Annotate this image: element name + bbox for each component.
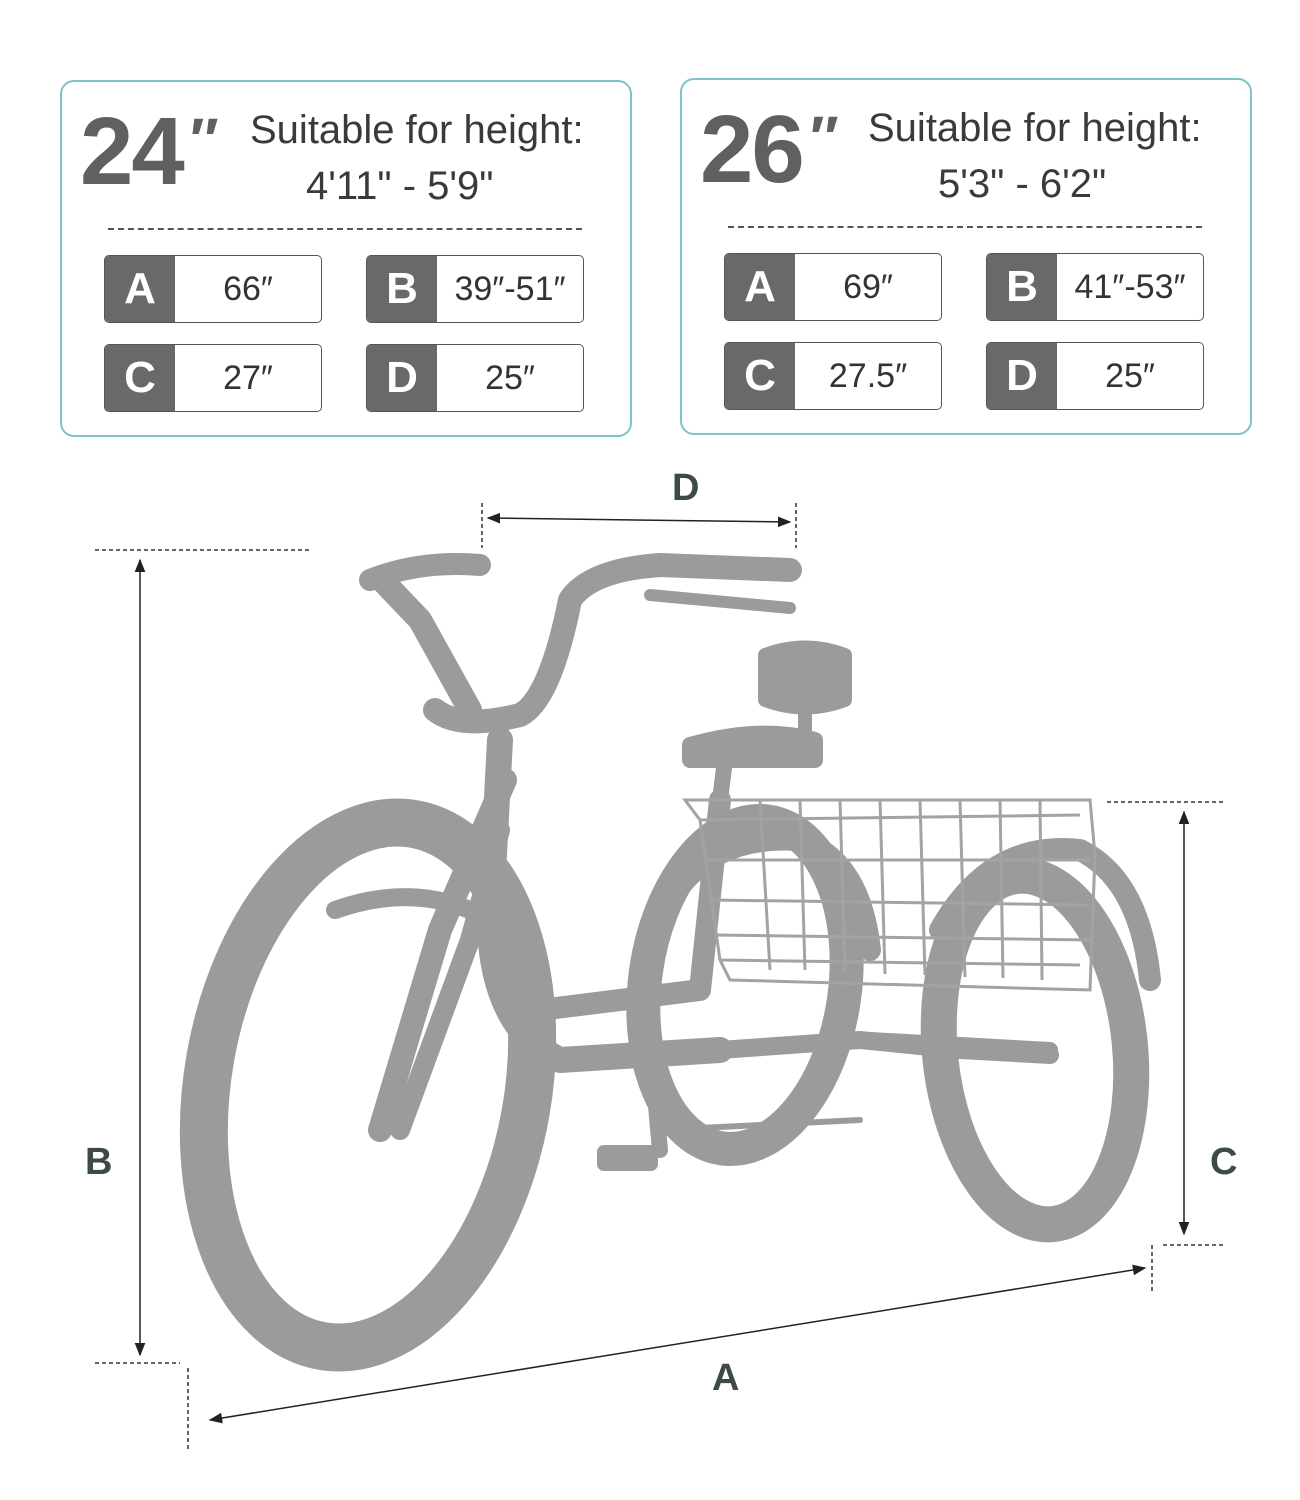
height-range: 4'11" - 5'9" — [306, 164, 494, 208]
wheel-size-24: 24″ — [80, 98, 214, 205]
spec-c: C 27.5″ — [724, 342, 942, 410]
height-range: 5'3" - 6'2" — [938, 162, 1107, 206]
spec-c: C 27″ — [104, 344, 322, 412]
dimension-label-a: A — [712, 1357, 740, 1399]
dimension-d — [482, 467, 796, 548]
dimension-label-d: D — [672, 467, 700, 509]
spec-b: B 39″-51″ — [366, 255, 584, 323]
height-label: Suitable for height: — [250, 108, 584, 152]
spec-a: A 69″ — [724, 253, 942, 321]
height-label: Suitable for height: — [868, 106, 1202, 150]
spec-d: D 25″ — [366, 344, 584, 412]
dimension-label-c: C — [1210, 1141, 1238, 1183]
spec-d: D 25″ — [986, 342, 1204, 410]
wheel-size-26: 26″ — [700, 96, 834, 203]
spec-a: A 66″ — [104, 255, 322, 323]
front-wheel — [164, 796, 571, 1374]
spec-b: B 41″-53″ — [986, 253, 1204, 321]
dimension-label-b: B — [85, 1141, 113, 1183]
